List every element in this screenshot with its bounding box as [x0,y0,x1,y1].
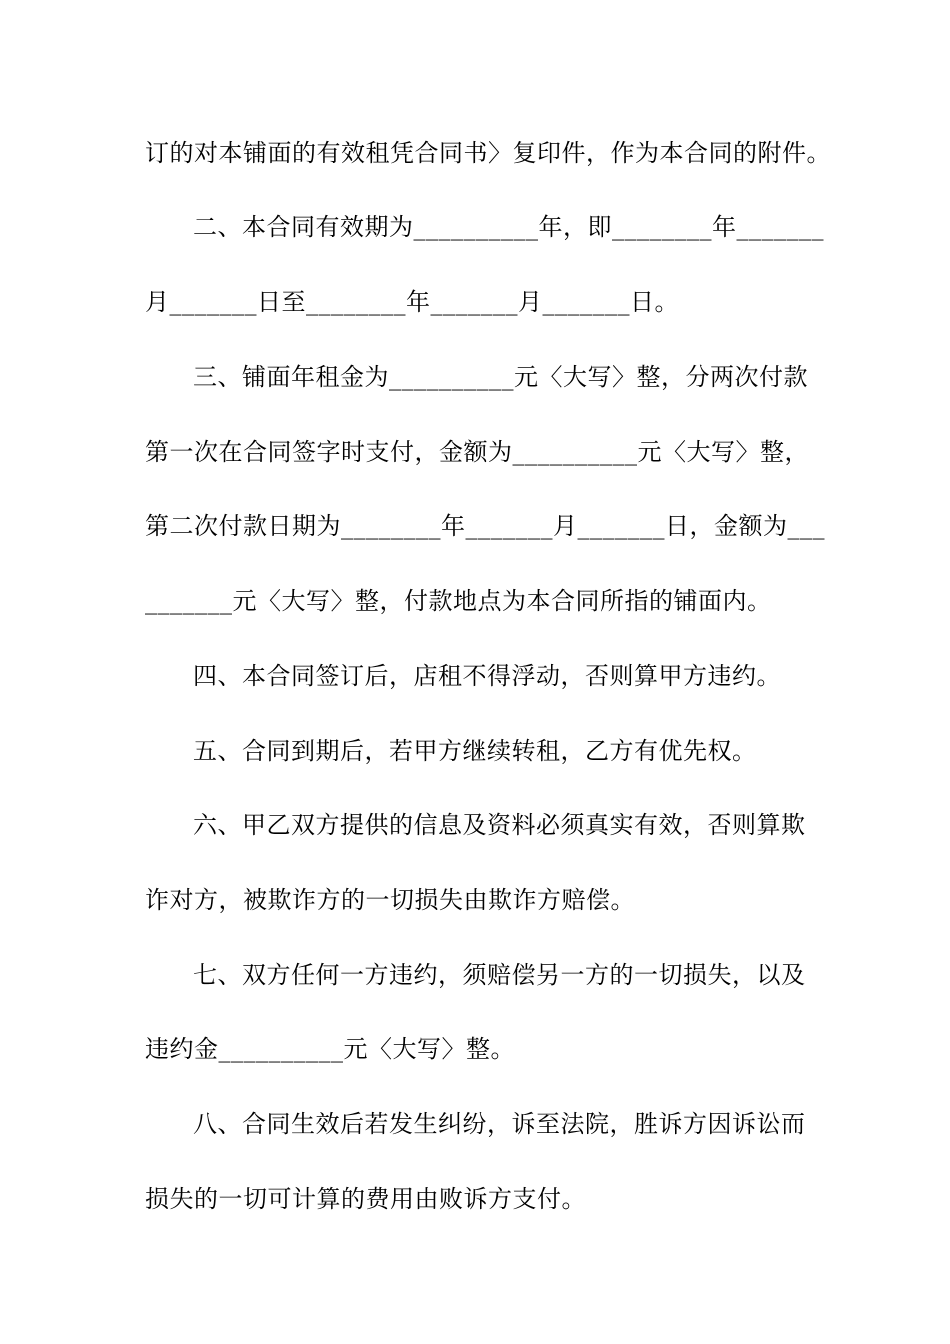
clause-6-line-2: 诈对方，被欺诈方的一切损失由欺诈方赔偿。 [145,886,635,914]
clause-3-line-2: 第一次在合同签字时支付，金额为__________元〈大写〉整， [145,438,809,466]
clause-7-line-1: 七、双方任何一方违约，须赔偿另一方的一切损失，以及 [193,961,806,989]
clause-6-line-1: 六、甲乙双方提供的信息及资料必须真实有效，否则算欺 [193,811,806,839]
clause-3-line-4: _______元〈大写〉整，付款地点为本合同所指的铺面内。 [145,587,772,615]
clause-8-line-2: 损失的一切可计算的费用由败诉方支付。 [145,1185,586,1213]
clause-5-line-1: 五、合同到期后，若甲方继续转租，乙方有优先权。 [193,737,757,765]
clause-2-line-2: 月_______日至________年_______月_______日。 [145,288,679,316]
text-line: 订的对本铺面的有效租凭合同书〉复印件，作为本合同的附件。 [145,139,831,167]
clause-4-line-1: 四、本合同签订后，店租不得浮动，否则算甲方违约。 [193,662,781,690]
clause-2-line-1: 二、本合同有效期为__________年，即________年_______ [193,213,824,241]
clause-7-line-2: 违约金__________元〈大写〉整。 [145,1035,515,1063]
clause-3-line-1: 三、铺面年租金为__________元〈大写〉整，分两次付款 [193,363,808,391]
clause-3-line-3: 第二次付款日期为________年_______月_______日，金额为___ [145,512,825,540]
clause-8-line-1: 八、合同生效后若发生纠纷，诉至法院，胜诉方因诉讼而 [193,1110,806,1138]
